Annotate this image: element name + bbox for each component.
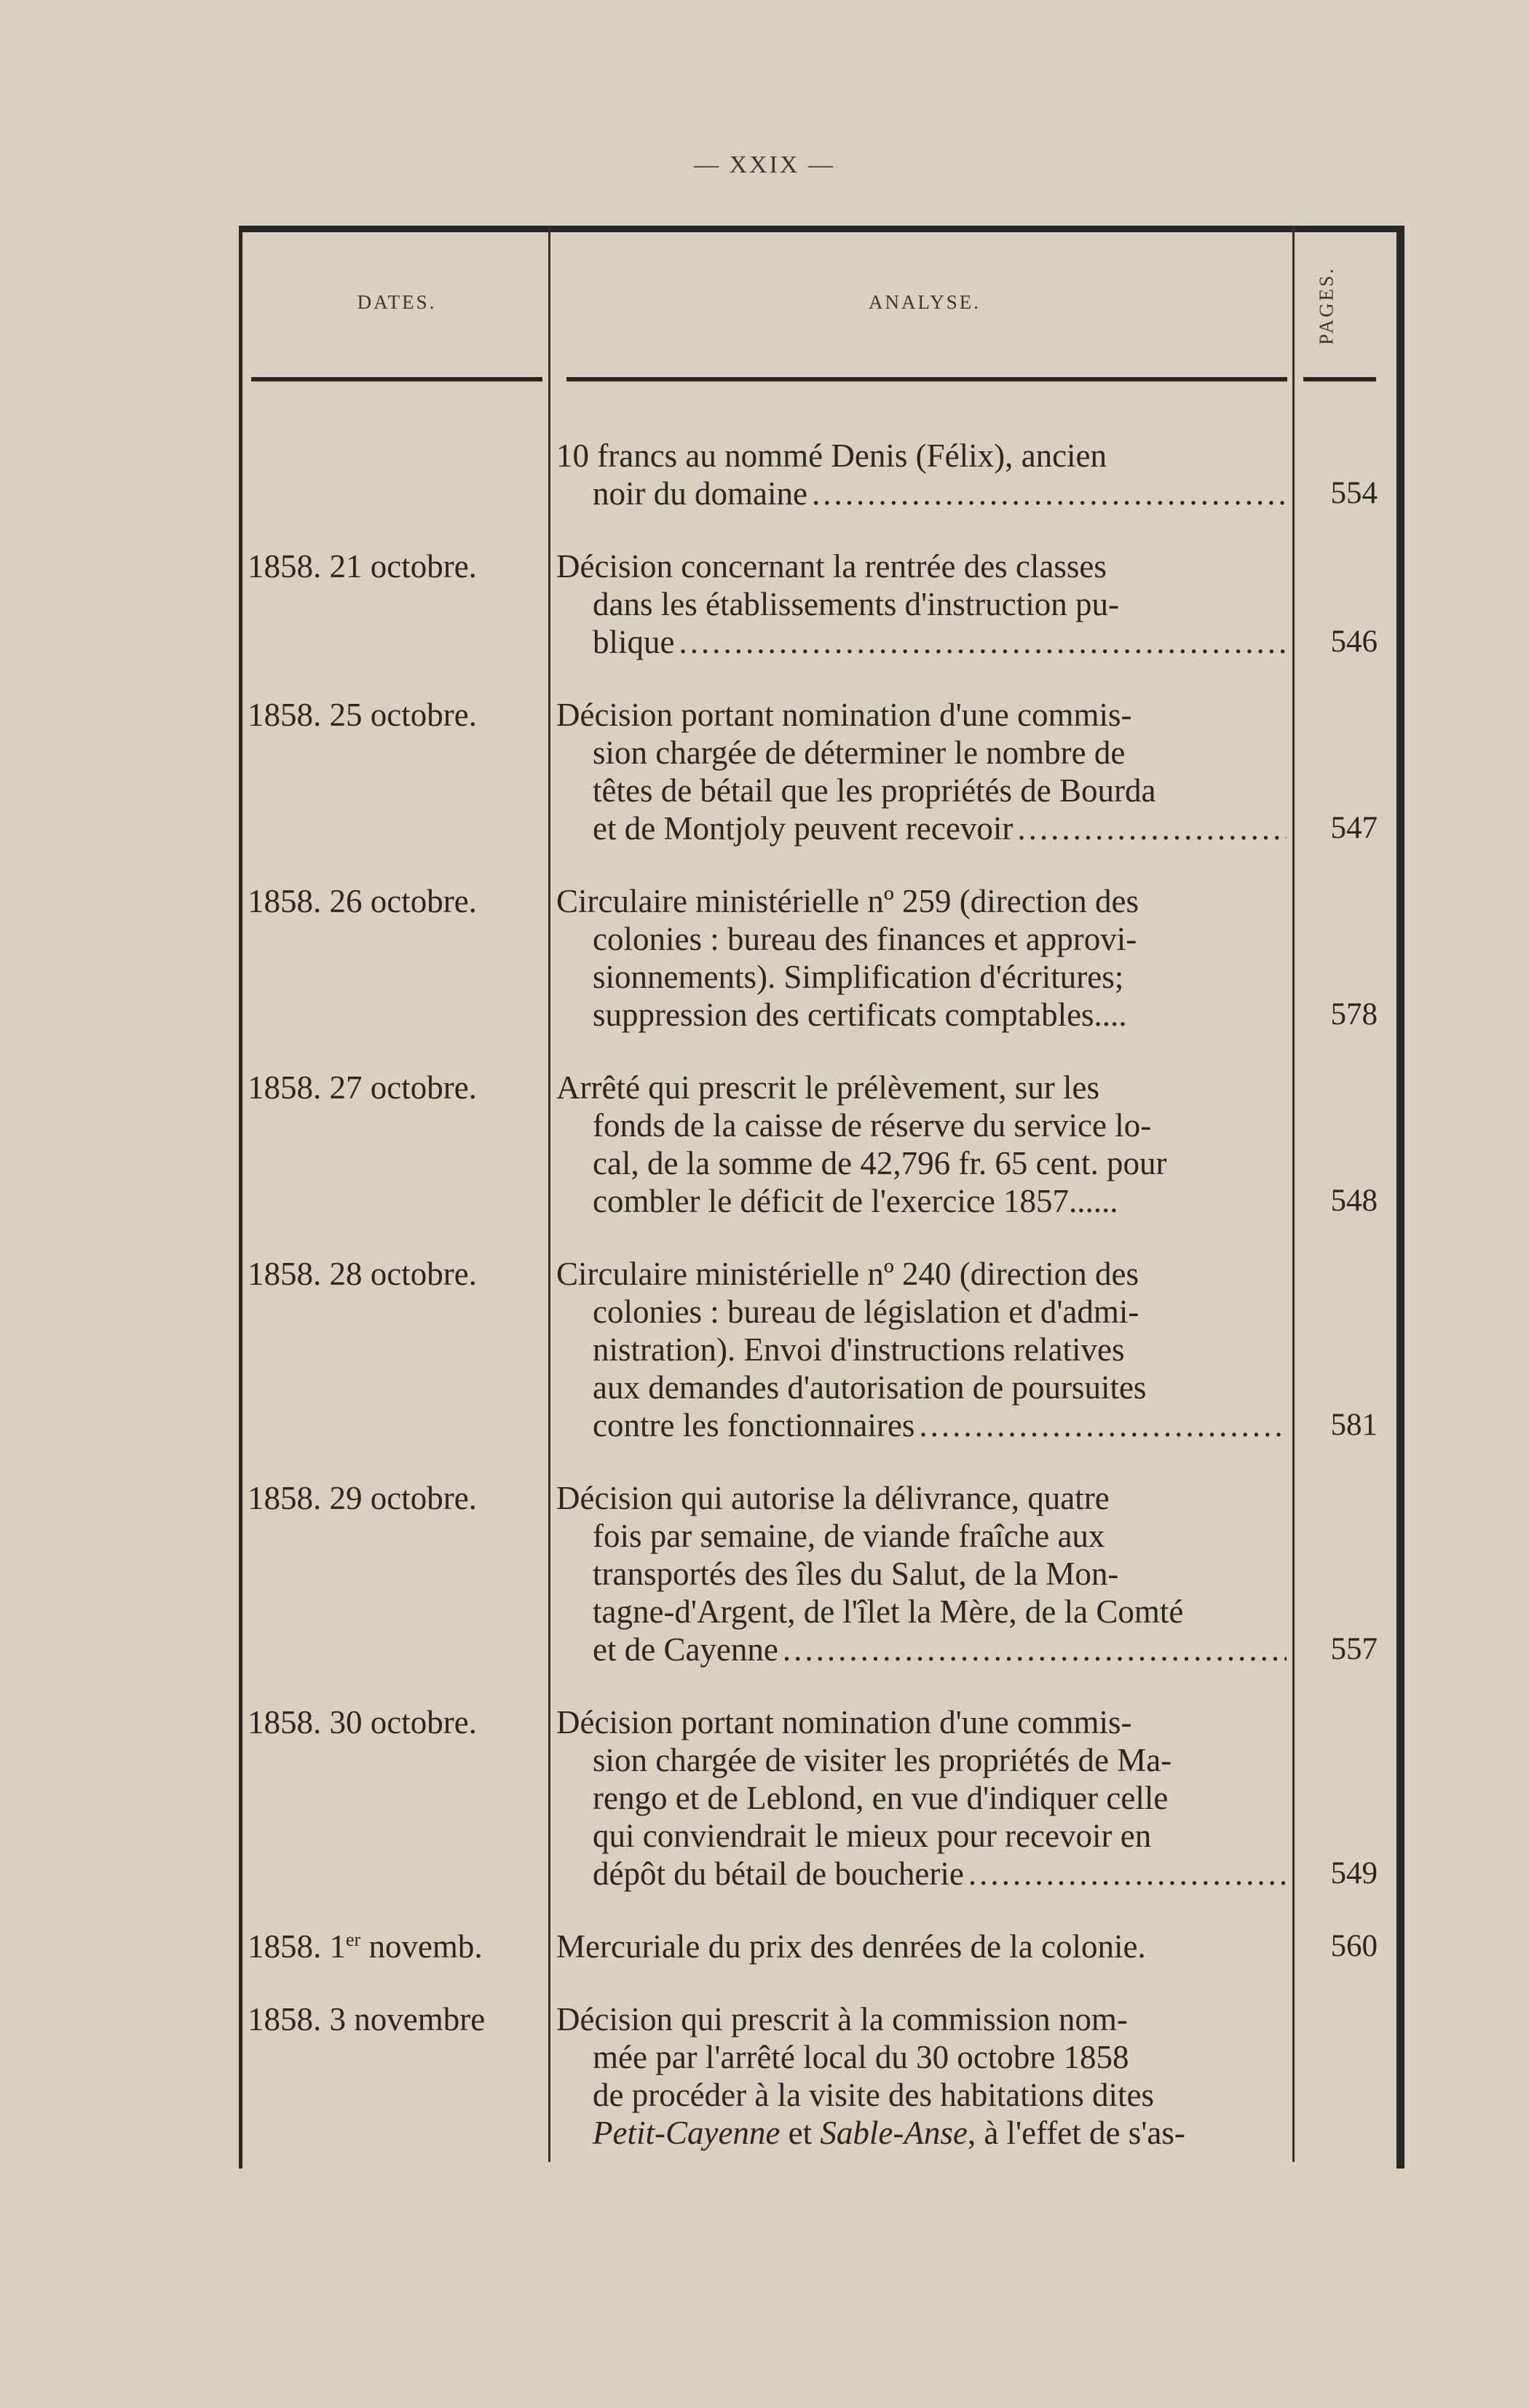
analyse-line-text: fonds de la caisse de réserve du service lo- bbox=[593, 1107, 1152, 1144]
analyse-line-text: Décision portant nomination d'une commis- bbox=[556, 697, 1132, 733]
analyse-line bbox=[556, 809, 1287, 847]
leader-dots bbox=[674, 623, 1287, 661]
analyse-line-text: sion chargée de déterminer le nombre de bbox=[593, 734, 1126, 771]
table-row bbox=[0, 1069, 1529, 1220]
analyse-line-text: têtes de bétail que les propriétés de Bourda bbox=[593, 772, 1156, 809]
entry-page-number: 581 bbox=[1330, 1408, 1378, 1442]
analyse-line bbox=[556, 1555, 1287, 1593]
header-dates: DATES. bbox=[357, 291, 437, 313]
entry-analyse bbox=[556, 547, 1287, 661]
analyse-line bbox=[556, 772, 1287, 809]
entry-date-text: 1858. 25 octobre. bbox=[248, 697, 477, 733]
analyse-line-text: Circulaire ministérielle nº 259 (direction des bbox=[556, 883, 1139, 919]
analyse-line-text: combler le déficit de l'exercice 1857...... bbox=[593, 1183, 1118, 1219]
analyse-line-text: sion chargée de visiter les propriétés de Ma- bbox=[593, 1742, 1172, 1778]
analyse-line-text: Mercuriale du prix des denrées de la colonie. bbox=[556, 1928, 1146, 1965]
conjunction: et bbox=[780, 2115, 821, 2151]
leader-dots bbox=[778, 1631, 1287, 1668]
analyse-line bbox=[556, 1593, 1287, 1631]
header-rule-dates bbox=[251, 377, 542, 381]
analyse-line bbox=[556, 547, 1287, 585]
analyse-line-text: Décision qui prescrit à la commission nom- bbox=[556, 2001, 1128, 2037]
analyse-line-text: mée par l'arrêté local du 30 octobre 1858 bbox=[593, 2039, 1129, 2075]
analyse-line bbox=[556, 1817, 1287, 1855]
header-rule-pages bbox=[1303, 377, 1376, 381]
analyse-line-text: sionnements). Simplification d'écritures; bbox=[593, 959, 1124, 995]
line-tail: , à l'effet de s'as- bbox=[967, 2115, 1185, 2151]
analyse-line bbox=[556, 1517, 1287, 1555]
analyse-line-text: fois par semaine, de viande fraîche aux bbox=[593, 1518, 1105, 1554]
table-row bbox=[0, 1928, 1529, 1965]
entry-analyse bbox=[556, 1703, 1287, 1893]
analyse-line bbox=[556, 920, 1287, 958]
analyse-line-text: Arrêté qui prescrit le prélèvement, sur les bbox=[556, 1069, 1099, 1106]
analyse-line bbox=[556, 1069, 1287, 1106]
analyse-line bbox=[556, 1406, 1287, 1444]
analyse-line-text: noir du domaine bbox=[593, 475, 807, 512]
entry-analyse bbox=[556, 1069, 1287, 1220]
entry-date-text: 1858. 27 octobre. bbox=[248, 1069, 477, 1106]
entry-date-text: 1858. 26 octobre. bbox=[248, 883, 477, 919]
analyse-line-text: blique bbox=[593, 624, 675, 660]
entry-analyse bbox=[556, 1928, 1287, 1965]
entry-page-number: 548 bbox=[1330, 1184, 1378, 1218]
analyse-line bbox=[556, 437, 1287, 475]
entry-date bbox=[248, 1928, 539, 1965]
table-row bbox=[0, 2000, 1529, 2152]
header-rule-analyse bbox=[566, 377, 1287, 381]
entry-page-number: 554 bbox=[1330, 476, 1378, 510]
analyse-line bbox=[556, 2114, 1287, 2152]
leader-dots bbox=[807, 475, 1287, 512]
analyse-line bbox=[556, 1741, 1287, 1779]
entry-date bbox=[248, 882, 539, 920]
header-pages: PAGES. bbox=[1315, 266, 1338, 345]
analyse-line-text: rengo et de Leblond, en vue d'indiquer celle bbox=[593, 1780, 1169, 1816]
analyse-line-text: de procéder à la visite des habitations dites bbox=[593, 2077, 1154, 2113]
analyse-line bbox=[556, 1479, 1287, 1517]
analyse-line-text: dépôt du bétail de boucherie bbox=[593, 1855, 964, 1892]
analyse-line bbox=[556, 696, 1287, 734]
entry-page-number: 547 bbox=[1330, 811, 1378, 845]
analyse-line bbox=[556, 585, 1287, 623]
header-analyse: ANALYSE. bbox=[868, 291, 981, 313]
entry-date-text: 1858. 1 bbox=[248, 1928, 346, 1965]
table-row bbox=[0, 547, 1529, 661]
entry-date bbox=[248, 696, 539, 734]
table-row bbox=[0, 1255, 1529, 1444]
analyse-line bbox=[556, 1779, 1287, 1817]
entry-analyse bbox=[556, 1255, 1287, 1444]
entry-analyse bbox=[556, 882, 1287, 1034]
entry-date-text: 1858. 30 octobre. bbox=[248, 1704, 477, 1740]
table-row bbox=[0, 437, 1529, 512]
analyse-line bbox=[556, 2000, 1287, 2038]
analyse-line bbox=[556, 1182, 1287, 1220]
analyse-line-text: Décision qui autorise la délivrance, quatre bbox=[556, 1480, 1110, 1516]
analyse-line bbox=[556, 1106, 1287, 1144]
table-row bbox=[0, 1479, 1529, 1668]
entry-page-number: 546 bbox=[1330, 625, 1378, 659]
analyse-line-text: colonies : bureau de législation et d'admi- bbox=[593, 1294, 1139, 1330]
analyse-line-text: aux demandes d'autorisation de poursuites bbox=[593, 1369, 1147, 1406]
analyse-line-text: Circulaire ministérielle nº 240 (direction des bbox=[556, 1256, 1139, 1292]
analyse-line-text: colonies : bureau des finances et approvi- bbox=[593, 921, 1137, 957]
analyse-line bbox=[556, 734, 1287, 772]
analyse-line-text: tagne-d'Argent, de l'îlet la Mère, de la Comté bbox=[593, 1593, 1184, 1630]
entry-date bbox=[248, 1703, 539, 1741]
analyse-line bbox=[556, 882, 1287, 920]
entry-date-text: 1858. 21 octobre. bbox=[248, 548, 477, 585]
analyse-line-text: cal, de la somme de 42,796 fr. 65 cent. pour bbox=[593, 1145, 1167, 1181]
analyse-line-text: et de Montjoly peuvent recevoir bbox=[593, 810, 1014, 847]
analyse-line bbox=[556, 475, 1287, 512]
entry-date bbox=[248, 1255, 539, 1293]
analyse-line bbox=[556, 623, 1287, 661]
analyse-line bbox=[556, 2038, 1287, 2076]
table-row bbox=[0, 882, 1529, 1034]
analyse-line-text: 10 francs au nommé Denis (Félix), ancien bbox=[556, 437, 1107, 474]
entry-page-number: 578 bbox=[1330, 997, 1378, 1031]
place-name: Petit-Cayenne bbox=[593, 2115, 781, 2151]
entry-analyse bbox=[556, 437, 1287, 512]
analyse-line-text: suppression des certificats comptables.... bbox=[593, 997, 1127, 1033]
entries-list bbox=[0, 437, 1529, 2187]
place-name: Sable-Anse bbox=[820, 2115, 968, 2151]
analyse-line bbox=[556, 1331, 1287, 1369]
analyse-line bbox=[556, 1144, 1287, 1182]
entry-date bbox=[248, 1479, 539, 1517]
entry-page-number: 560 bbox=[1330, 1929, 1378, 1963]
entry-date-sup: er bbox=[346, 1929, 361, 1950]
analyse-line bbox=[556, 2076, 1287, 2114]
analyse-line bbox=[556, 1703, 1287, 1741]
analyse-line-text: et de Cayenne bbox=[593, 1631, 778, 1668]
table-row bbox=[0, 1703, 1529, 1893]
analyse-line-text: Décision portant nomination d'une commis- bbox=[556, 1704, 1132, 1740]
analyse-line bbox=[556, 996, 1287, 1034]
entry-date-text: 1858. 28 octobre. bbox=[248, 1256, 477, 1292]
analyse-line bbox=[556, 1255, 1287, 1293]
entry-date bbox=[248, 547, 539, 585]
entry-date bbox=[248, 1069, 539, 1106]
analyse-line-text: transportés des îles du Salut, de la Mon- bbox=[593, 1556, 1119, 1592]
entry-date-tail: novemb. bbox=[360, 1928, 483, 1965]
entry-page-number: 549 bbox=[1330, 1856, 1378, 1890]
entry-date-text: 1858. 3 novembre bbox=[248, 2001, 486, 2037]
entry-date bbox=[248, 2000, 539, 2038]
entry-analyse bbox=[556, 696, 1287, 847]
entry-date-text: 1858. 29 octobre. bbox=[248, 1480, 477, 1516]
leader-dots bbox=[1013, 809, 1287, 847]
analyse-line bbox=[556, 958, 1287, 996]
analyse-line-text: contre les fonctionnaires bbox=[593, 1407, 915, 1443]
table-row bbox=[0, 696, 1529, 847]
analyse-line bbox=[556, 1928, 1287, 1965]
analyse-line bbox=[556, 1369, 1287, 1406]
leader-dots bbox=[964, 1855, 1287, 1893]
entry-analyse bbox=[556, 2000, 1287, 2152]
analyse-line bbox=[556, 1855, 1287, 1893]
leader-dots bbox=[914, 1406, 1287, 1444]
entry-page-number: 557 bbox=[1330, 1632, 1378, 1666]
analyse-line-text bbox=[593, 2114, 1185, 2152]
analyse-line-text: dans les établissements d'instruction pu- bbox=[593, 586, 1119, 622]
analyse-line-text: Décision concernant la rentrée des classes bbox=[556, 548, 1107, 585]
analyse-line bbox=[556, 1293, 1287, 1331]
page-number: — XXIX — bbox=[694, 151, 835, 178]
analyse-line bbox=[556, 1631, 1287, 1668]
entry-analyse bbox=[556, 1479, 1287, 1668]
analyse-line-text: nistration). Envoi d'instructions relatives bbox=[593, 1331, 1125, 1368]
analyse-line-text: qui conviendrait le mieux pour recevoir en bbox=[593, 1818, 1152, 1854]
